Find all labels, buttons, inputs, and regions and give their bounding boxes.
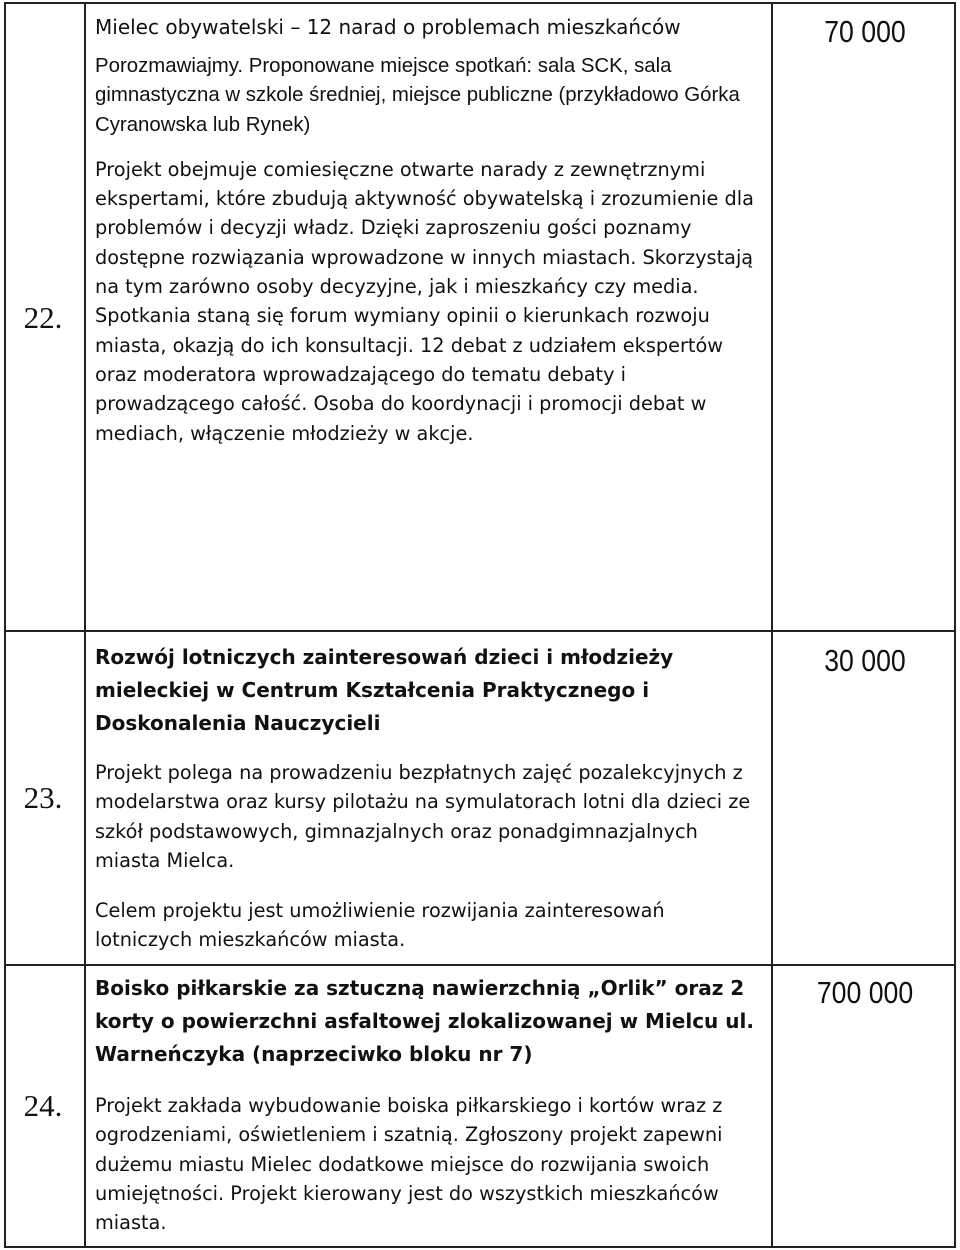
project-goal: Celem projektu jest umożliwienie rozwijania zainteresowań lotniczych mieszkańców miasta. (95, 899, 665, 952)
row-number: 23. (23, 780, 63, 815)
project-description: Projekt obejmuje comiesięczne otwarte narady z zewnętrznymi ekspertami, które zbudują aktywność obywatelską i zrozumienie dla problemów i decyzji władz. Dzięki zaproszeniu gości poznamy dostępne rozwiązania wprowadzone w innych miastach. Skorzystają na tym zarówno osoby decyzyjne, jak i mieszkańcy czy media. Spotkania staną się forum wymiany opinii o kierunkach rozwoju miasta, okazją do ich konsultacji. 12 debat z udziałem ekspertów oraz moderatora wprowadzającego do tematu debaty i prowadzącego całość. Osoba do koordynacji i promocji debat w mediach, włączenie młodzieży w akcje. (95, 157, 754, 445)
project-intro: Porozmawiajmy. Proponowane miejsce spotkań: sala SCK, sala gimnastyczna w szkole średniej, miejsce publiczne (przykładowo Górka Cyranowska lub Rynek) (95, 55, 740, 136)
row-content (95, 11, 760, 448)
project-description: Projekt polega na prowadzeniu bezpłatnych zajęć pozalekcyjnych z modelarstwa oraz kursy pilotażu na symulatorach lotni dla dzieci ze szkół podstawowych, gimnazjalnych oraz ponadgimnazjalnych miasta Mielca. (95, 761, 751, 872)
row-number: 22. (23, 300, 63, 335)
project-title: Boisko piłkarskie za sztuczną nawierzchnią „Orlik” oraz 2 korty o powierzchni asfaltowej zlokalizowanej w Mielcu ul. Warneńczyka (naprzeciwko bloku nr 7) (95, 976, 754, 1066)
project-title: Rozwój lotniczych zainteresowań dzieci i młodzieży mieleckiej w Centrum Kształcenia Praktycznego i Doskonalenia Nauczycieli (95, 645, 674, 735)
project-amount: 700 000 (816, 975, 914, 1010)
row-content (95, 641, 760, 955)
project-title: Mielec obywatelski – 12 narad o problemach mieszkańców (95, 15, 681, 39)
project-amount: 70 000 (824, 14, 906, 49)
table-row (0, 632, 960, 964)
row-content (95, 972, 760, 1237)
row-number: 24. (23, 1088, 63, 1123)
table-row (0, 2, 960, 630)
table-bottom-border (4, 1246, 956, 1248)
project-description: Projekt zakłada wybudowanie boiska piłkarskiego i kortów wraz z ogrodzeniami, oświetleniem i szatnią. Zgłoszony projekt zapewni dużemu miastu Mielec dodatkowe miejsce do rozwijania swoich umiejętności. Projekt kierowany jest do wszystkich mieszkańców miasta. (95, 1094, 723, 1235)
project-amount: 30 000 (824, 643, 906, 678)
table-row (0, 966, 960, 1246)
